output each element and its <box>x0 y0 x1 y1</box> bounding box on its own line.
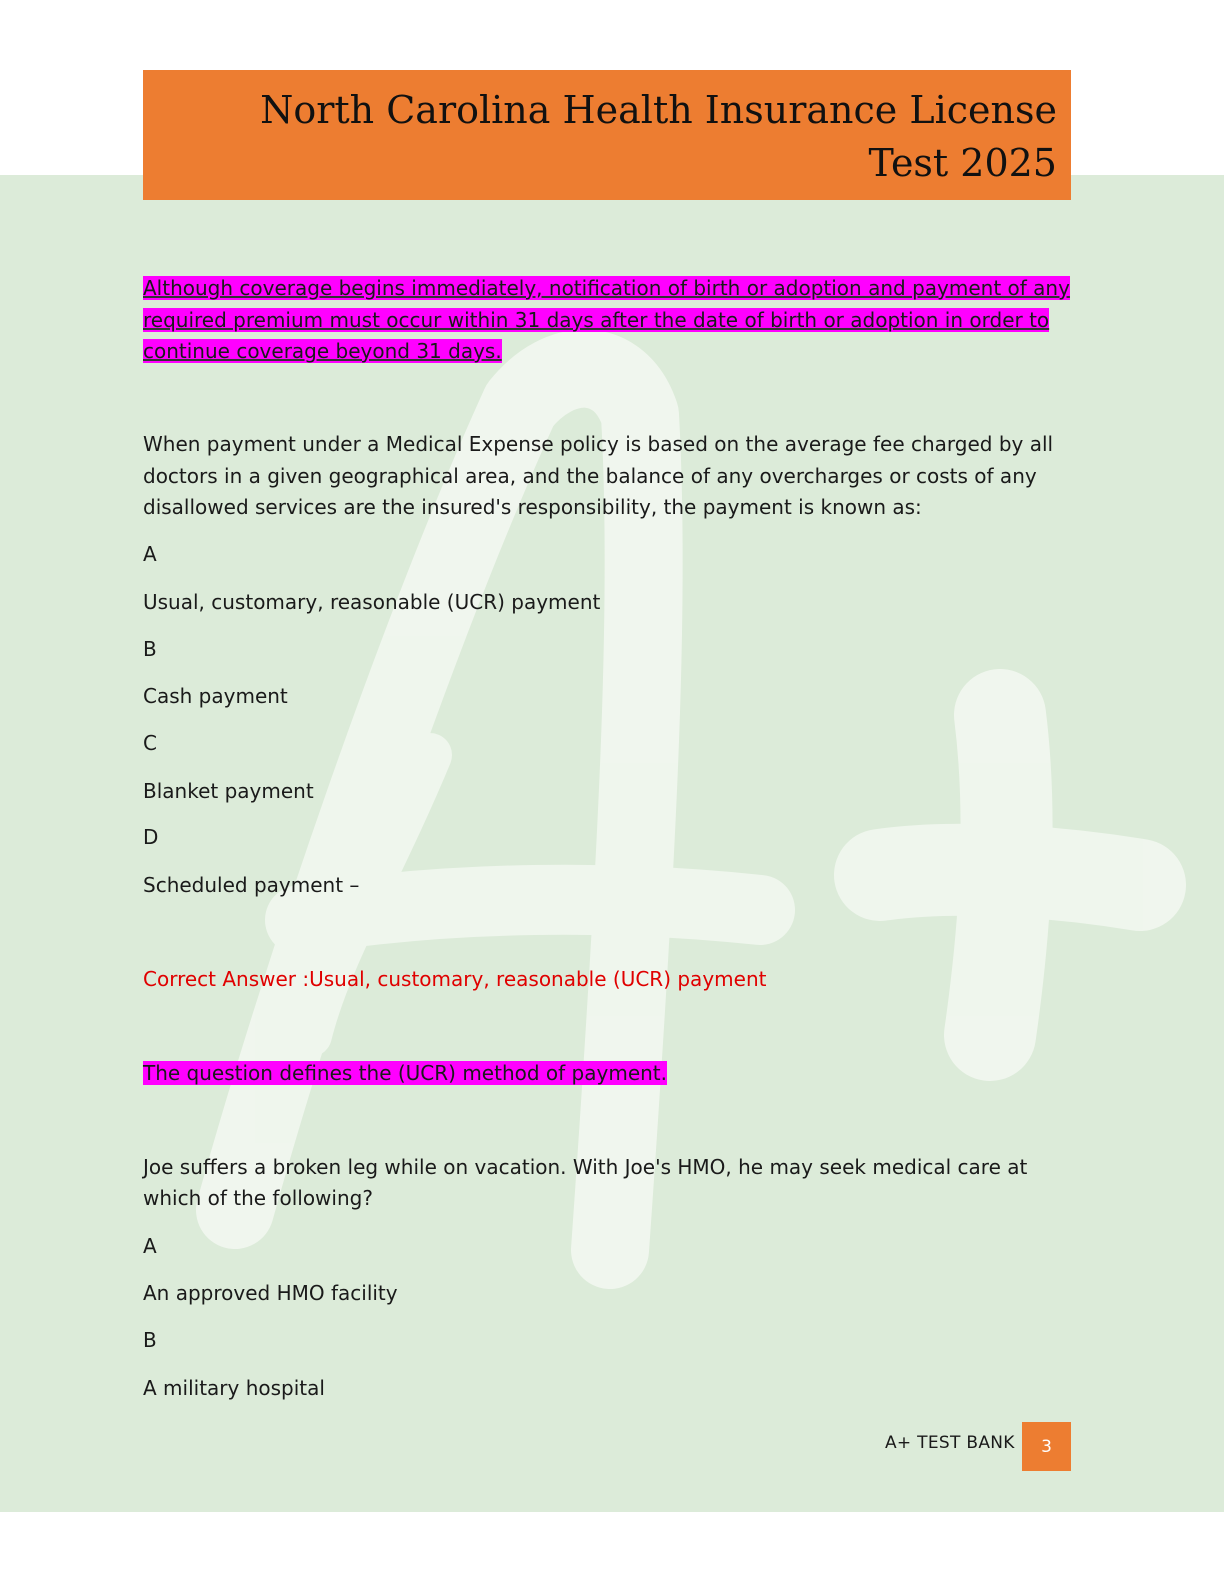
option-letter: D <box>143 825 159 849</box>
option-letter: B <box>143 1328 157 1352</box>
explanation-line: required premium must occur within 31 days after the date of birth or adoption in order to <box>143 308 1050 332</box>
option-text: Usual, customary, reasonable (UCR) payment <box>143 590 601 614</box>
page-title-line-2: Test 2025 <box>868 141 1057 185</box>
option-letter: A <box>143 542 157 566</box>
a-plus-watermark <box>0 175 1224 1512</box>
title-banner <box>143 70 1071 200</box>
option-letter: B <box>143 637 157 661</box>
option-text: Cash payment <box>143 684 288 708</box>
option-letter: C <box>143 731 157 755</box>
answer-explanation: The question defines the (UCR) method of payment. <box>143 1061 667 1085</box>
explanation-line: continue coverage beyond 31 days. <box>143 339 502 363</box>
page-title-line-1: North Carolina Health Insurance License <box>260 88 1057 132</box>
footer-label: A+ TEST BANK <box>885 1433 1015 1453</box>
page-number: 3 <box>1022 1422 1071 1471</box>
option-text: Blanket payment <box>143 779 314 803</box>
question-text-line: doctors in a given geographical area, and the balance of any overcharges or costs of any <box>143 464 1037 488</box>
background-panel <box>0 175 1224 1512</box>
option-text: An approved HMO facility <box>143 1281 398 1305</box>
option-letter: A <box>143 1234 157 1258</box>
explanation-line: Although coverage begins immediately, notification of birth or adoption and payment of any <box>143 276 1070 300</box>
option-text: Scheduled payment – <box>143 873 360 897</box>
question-text-line: Joe suffers a broken leg while on vacation. With Joe's HMO, he may seek medical care at <box>143 1155 1028 1179</box>
question-text-line: disallowed services are the insured's responsibility, the payment is known as: <box>143 495 922 519</box>
option-text: A military hospital <box>143 1376 325 1400</box>
correct-answer: Correct Answer :Usual, customary, reasonable (UCR) payment <box>143 967 767 991</box>
question-text-line: which of the following? <box>143 1186 373 1210</box>
question-text-line: When payment under a Medical Expense policy is based on the average fee charged by all <box>143 432 1054 456</box>
